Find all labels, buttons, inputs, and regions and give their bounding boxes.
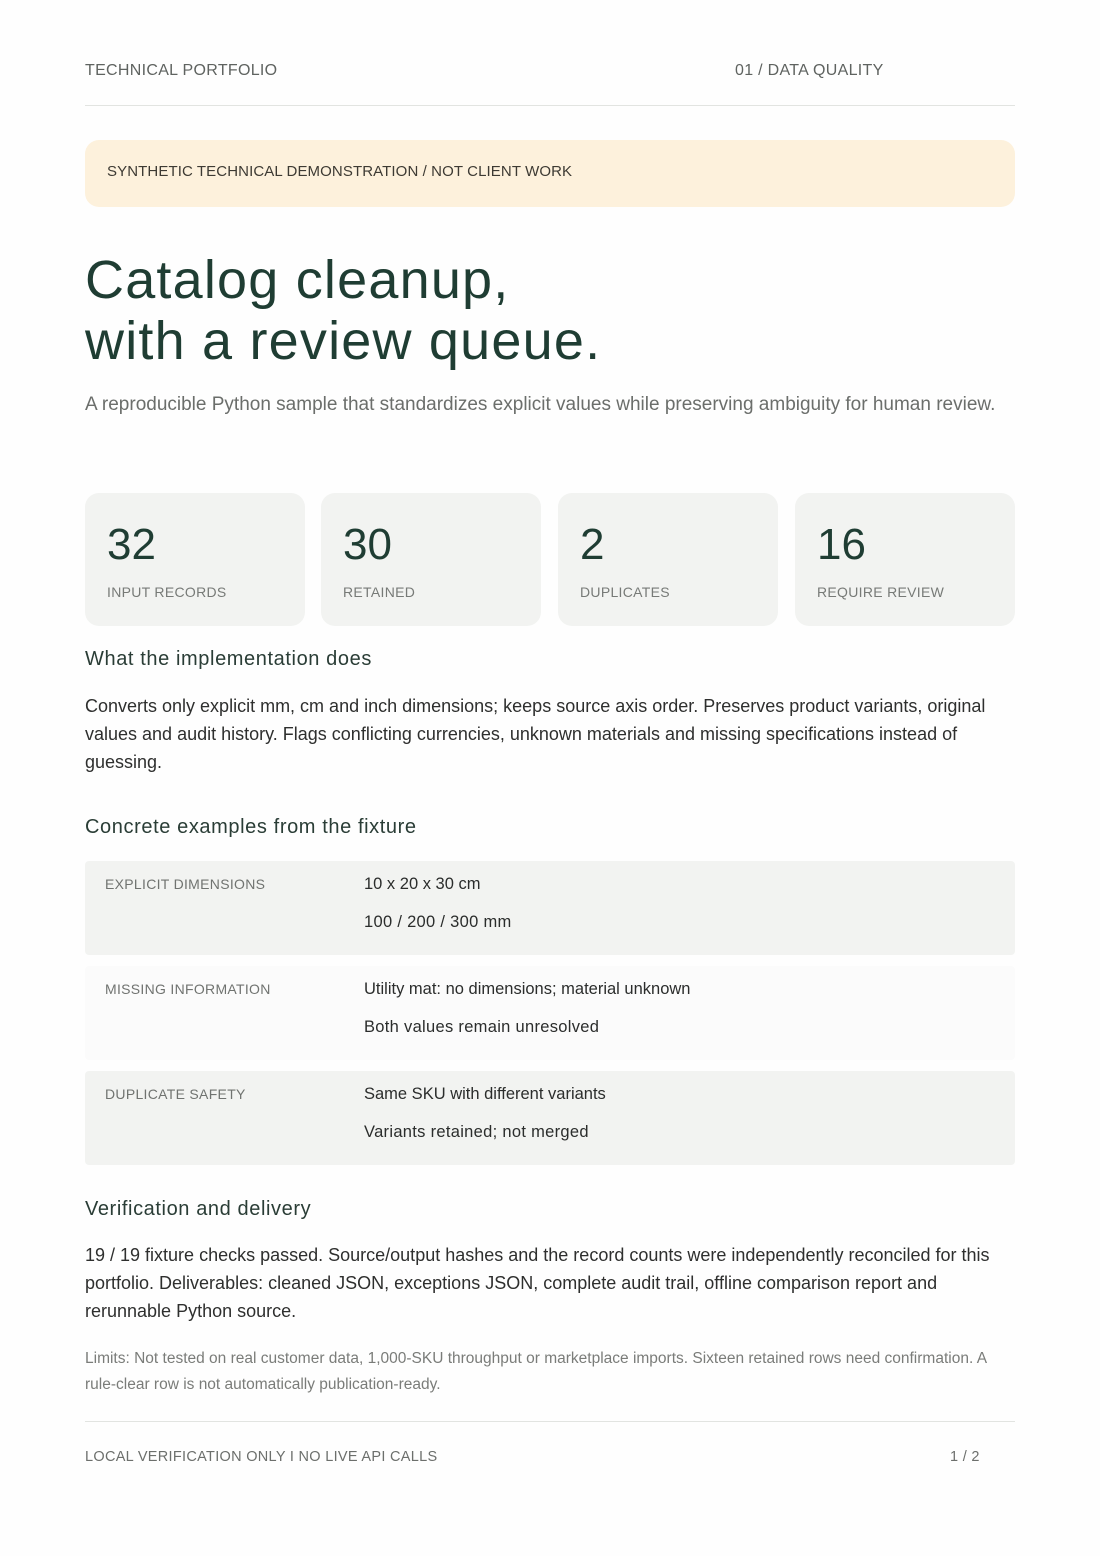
- stat-label: DUPLICATES: [580, 584, 670, 600]
- stat-value: 32: [107, 520, 156, 569]
- header-portfolio-label: TECHNICAL PORTFOLIO: [85, 62, 278, 79]
- header-divider: [85, 105, 1015, 106]
- table-row: [85, 966, 1015, 1060]
- row-value-primary: Utility mat: no dimensions; material unknown: [364, 980, 691, 998]
- stat-value: 30: [343, 520, 392, 569]
- verification-body: 19 / 19 fixture checks passed. Source/output hashes and the record counts were independently reconciled for this portfolio. Deliverables: cleaned JSON, exceptions JSON, complete audit trail, offline comparison report and rerunnable Python source.: [85, 1245, 990, 1321]
- row-value-primary: 10 x 20 x 30 cm: [364, 875, 481, 893]
- stat-label: REQUIRE REVIEW: [817, 584, 945, 600]
- footer-note: LOCAL VERIFICATION ONLY I NO LIVE API CALLS: [85, 1449, 438, 1465]
- section-heading-implementation: What the implementation does: [85, 648, 372, 670]
- row-value-secondary: 100 / 200 / 300 mm: [364, 913, 512, 931]
- stat-value: 2: [580, 520, 605, 569]
- disclaimer-banner: SYNTHETIC TECHNICAL DEMONSTRATION / NOT CLIENT WORK: [85, 140, 1015, 207]
- row-value-secondary: Both values remain unresolved: [364, 1018, 600, 1036]
- footer-divider: [85, 1421, 1015, 1422]
- stat-value: 16: [817, 520, 866, 569]
- stat-card-require-review: [795, 493, 1015, 626]
- table-row: [85, 861, 1015, 955]
- stat-label: INPUT RECORDS: [107, 584, 227, 600]
- title-line-2: with a review queue.: [85, 311, 602, 371]
- stat-card-duplicates: [558, 493, 778, 626]
- implementation-body: Converts only explicit mm, cm and inch dimensions; keeps source axis order. Preserves product variants, original values and audit history. Flags conflicting currencies, unknown materials and missing specifications instead of guessing.: [85, 696, 986, 772]
- row-value-secondary: Variants retained; not merged: [364, 1123, 589, 1141]
- limits-note: Limits: Not tested on real customer data, 1,000-SKU throughput or marketplace imports. Sixteen retained rows need confirmation. A rule-clear row is not automatically publication-ready.: [85, 1350, 987, 1393]
- title-line-1: Catalog cleanup,: [85, 250, 510, 310]
- page-title: [85, 250, 1015, 372]
- stat-card-input-records: [85, 493, 305, 626]
- section-heading-verification: Verification and delivery: [85, 1198, 312, 1220]
- page-header: [85, 62, 1015, 82]
- row-key: DUPLICATE SAFETY: [105, 1086, 246, 1102]
- row-value-primary: Same SKU with different variants: [364, 1085, 606, 1103]
- stat-card-retained: [321, 493, 541, 626]
- section-heading-examples: Concrete examples from the fixture: [85, 816, 417, 838]
- header-section-label: 01 / DATA QUALITY: [735, 62, 884, 79]
- table-row: [85, 1071, 1015, 1165]
- row-key: MISSING INFORMATION: [105, 981, 271, 997]
- stats-row: [85, 493, 1015, 626]
- row-key: EXPLICIT DIMENSIONS: [105, 876, 266, 892]
- page-subtitle: A reproducible Python sample that standardizes explicit values while preserving ambiguity for human review.: [85, 394, 996, 415]
- stat-label: RETAINED: [343, 584, 416, 600]
- page-number: 1 / 2: [950, 1449, 980, 1465]
